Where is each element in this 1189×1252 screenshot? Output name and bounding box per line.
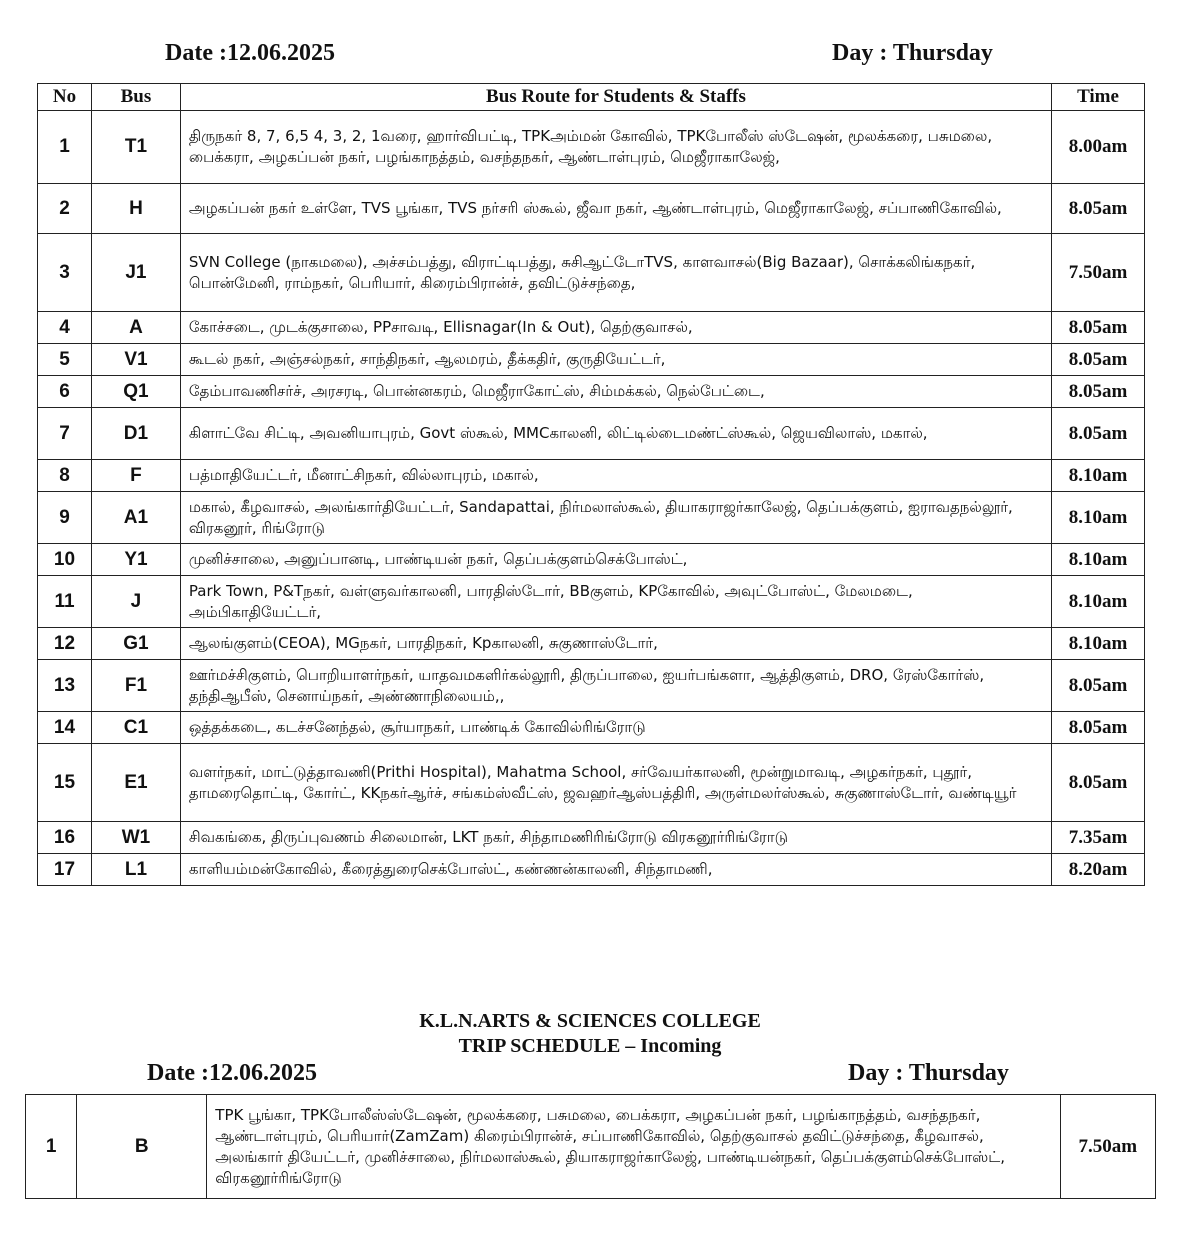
- cell-no: 4: [38, 312, 92, 344]
- cell-time: 7.50am: [1052, 234, 1145, 312]
- col-header-no: No: [38, 84, 92, 111]
- cell-time: 8.10am: [1052, 576, 1145, 628]
- table-row: [38, 712, 1145, 744]
- cell-no: 5: [38, 344, 92, 376]
- cell-route: திருநகர் 8, 7, 6,5 4, 3, 2, 1வரை, ஹார்விபட்டி, TPKஅம்மன் கோவில், TPKபோலீஸ் ஸ்டேஷன், மூலக்கரை, பசுமலை, பைக்கரா, அழகப்பன் நகர், பழங்காநத்தம், வசந்தநகர், ஆண்டாள்புரம், மெஜீராகாலேஜ்,: [180, 111, 1051, 184]
- cell-no: 13: [38, 660, 92, 712]
- table-row: [38, 344, 1145, 376]
- cell-time: 8.05am: [1052, 344, 1145, 376]
- cell-no: 17: [38, 854, 92, 886]
- table-header-row: [38, 84, 1145, 111]
- trip-schedule-title: TRIP SCHEDULE – Incoming: [458, 1035, 722, 1057]
- table-row: [38, 234, 1145, 312]
- table-row: [38, 492, 1145, 544]
- cell-bus: B: [77, 1095, 207, 1199]
- day-label-2: Day : Thursday: [848, 1060, 1009, 1086]
- cell-no: 1: [38, 111, 92, 184]
- cell-route: காளியம்மன்கோவில், கீரைத்துரைசெக்போஸ்ட், கண்ணன்காலனி, சிந்தாமணி,: [180, 854, 1051, 886]
- day-label: Day : Thursday: [832, 40, 993, 66]
- cell-no: 15: [38, 744, 92, 822]
- cell-route: SVN College (நாகமலை), அச்சம்பத்து, விராட்டிபத்து, சுசிஆட்டோTVS, காளவாசல்(Big Bazaar), சொக்கலிங்கநகர், பொன்மேனி, ராம்நகர், பெரியார், கிரைம்பிரான்ச், தவிட்டுச்சந்தை,: [180, 234, 1051, 312]
- cell-route: TPK பூங்கா, TPKபோலீஸ்ஸ்டேஷன், மூலக்கரை, பசுமலை, பைக்கரா, அழகப்பன் நகர், பழங்காநத்தம், வசந்தநகர், ஆண்டாள்புரம், பெரியார்(ZamZam) கிரைம்பிரான்ச், சப்பாணிகோவில், தெற்குவாசல் தவிட்டுச்சந்தை, கீழவாசல், அலங்கார் தியேட்டர், முனிச்சாலை, நிர்மலாஸ்கூல், தியாகராஜர்காலேஜ், பாண்டியன்நகர், தெப்பக்குளம்செக்போஸ்ட், விரகனூர்ரிங்ரோடு: [207, 1095, 1060, 1199]
- cell-time: 7.35am: [1052, 822, 1145, 854]
- cell-time: 8.20am: [1052, 854, 1145, 886]
- cell-bus: J: [91, 576, 180, 628]
- cell-no: 7: [38, 408, 92, 460]
- cell-route: கோச்சடை, முடக்குசாலை, PPசாவடி, Ellisnagar(In & Out), தெற்குவாசல்,: [180, 312, 1051, 344]
- cell-route: ஒத்தக்கடை, கடச்சனேந்தல், சூர்யாநகர், பாண்டிக் கோவில்ரிங்ரோடு: [180, 712, 1051, 744]
- cell-time: 8.05am: [1052, 408, 1145, 460]
- cell-no: 8: [38, 460, 92, 492]
- cell-time: 8.05am: [1052, 184, 1145, 234]
- incoming-route-table: [25, 1094, 1156, 1199]
- cell-bus: A: [91, 312, 180, 344]
- cell-no: 12: [38, 628, 92, 660]
- cell-time: 8.05am: [1052, 312, 1145, 344]
- table-row: [26, 1095, 1156, 1199]
- cell-route: தேம்பாவணிசர்ச், அரசரடி, பொன்னகரம், மெஜீராகோட்ஸ், சிம்மக்கல், நெல்பேட்டை,: [180, 376, 1051, 408]
- cell-no: 14: [38, 712, 92, 744]
- cell-route: ஆலங்குளம்(CEOA), MGநகர், பாரதிநகர், Kpகாலனி, சுகுணாஸ்டோர்,: [180, 628, 1051, 660]
- cell-bus: C1: [91, 712, 180, 744]
- date-label: Date :12.06.2025: [165, 40, 335, 66]
- table-row: [38, 822, 1145, 854]
- cell-time: 8.10am: [1052, 544, 1145, 576]
- cell-bus: Y1: [91, 544, 180, 576]
- cell-time: 8.10am: [1052, 628, 1145, 660]
- table-body-2: [26, 1095, 1156, 1199]
- cell-bus: W1: [91, 822, 180, 854]
- cell-time: 8.10am: [1052, 492, 1145, 544]
- cell-bus: H: [91, 184, 180, 234]
- cell-no: 3: [38, 234, 92, 312]
- table-row: [38, 376, 1145, 408]
- cell-route: முனிச்சாலை, அனுப்பானடி, பாண்டியன் நகர், தெப்பக்குளம்செக்போஸ்ட்,: [180, 544, 1051, 576]
- cell-no: 11: [38, 576, 92, 628]
- cell-time: 8.05am: [1052, 660, 1145, 712]
- cell-bus: A1: [91, 492, 180, 544]
- cell-bus: Q1: [91, 376, 180, 408]
- cell-bus: D1: [91, 408, 180, 460]
- cell-no: 1: [26, 1095, 77, 1199]
- col-header-route: Bus Route for Students & Staffs: [180, 84, 1051, 111]
- cell-time: 8.10am: [1052, 460, 1145, 492]
- table-row: [38, 854, 1145, 886]
- cell-route: பத்மாதியேட்டர், மீனாட்சிநகர், வில்லாபுரம், மகால்,: [180, 460, 1051, 492]
- col-header-time: Time: [1052, 84, 1145, 111]
- col-header-bus: Bus: [91, 84, 180, 111]
- table-body: [38, 111, 1145, 886]
- cell-no: 9: [38, 492, 92, 544]
- bus-route-table: [37, 83, 1145, 886]
- table-row: [38, 628, 1145, 660]
- cell-route: Park Town, P&Tநகர், வள்ளுவர்காலனி, பாரதிஸ்டோர், BBகுளம், KPகோவில், அவுட்போஸ்ட், மேலமடை, அம்பிகாதியேட்டர்,: [180, 576, 1051, 628]
- table-row: [38, 408, 1145, 460]
- table-row: [38, 460, 1145, 492]
- cell-time: 7.50am: [1060, 1095, 1155, 1199]
- table-row: [38, 576, 1145, 628]
- cell-time: 8.05am: [1052, 744, 1145, 822]
- date-label-2: Date :12.06.2025: [147, 1060, 317, 1086]
- table-row: [38, 184, 1145, 234]
- cell-route: கிளாட்வே சிட்டி, அவனியாபுரம், Govt ஸ்கூல், MMCகாலனி, லிட்டில்டைமண்ட்ஸ்கூல், ஜெயவிலாஸ், மகால்,: [180, 408, 1051, 460]
- cell-bus: L1: [91, 854, 180, 886]
- cell-no: 10: [38, 544, 92, 576]
- cell-bus: F1: [91, 660, 180, 712]
- table-row: [38, 744, 1145, 822]
- table-row: [38, 660, 1145, 712]
- cell-time: 8.05am: [1052, 712, 1145, 744]
- cell-bus: F: [91, 460, 180, 492]
- cell-route: சிவகங்கை, திருப்புவணம் சிலைமான், LKT நகர், சிந்தாமணிரிங்ரோடு விரகனூர்ரிங்ரோடு: [180, 822, 1051, 854]
- cell-bus: T1: [91, 111, 180, 184]
- cell-bus: J1: [91, 234, 180, 312]
- cell-bus: E1: [91, 744, 180, 822]
- cell-bus: G1: [91, 628, 180, 660]
- cell-no: 16: [38, 822, 92, 854]
- cell-route: வளர்நகர், மாட்டுத்தாவணி(Prithi Hospital), Mahatma School, சர்வேயர்காலனி, மூன்றுமாவடி, அழகர்நகர், புதூர், தாமரைதொட்டி, கோர்ட், KKநகர்ஆர்ச், சங்கம்ஸ்வீட்ஸ், ஜவஹர்ஆஸ்பத்திரி, அருள்மலர்ஸ்கூல், சுகுணாஸ்டோர், வண்டியூர்: [180, 744, 1051, 822]
- table-row: [38, 312, 1145, 344]
- cell-route: கூடல் நகர், அஞ்சல்நகர், சாந்திநகர், ஆலமரம், தீக்கதிர், குருதியேட்டர்,: [180, 344, 1051, 376]
- cell-no: 6: [38, 376, 92, 408]
- college-name: K.L.N.ARTS & SCIENCES COLLEGE: [419, 1010, 761, 1032]
- cell-time: 8.00am: [1052, 111, 1145, 184]
- cell-time: 8.05am: [1052, 376, 1145, 408]
- table-row: [38, 111, 1145, 184]
- cell-no: 2: [38, 184, 92, 234]
- cell-route: அழகப்பன் நகர் உள்ளே, TVS பூங்கா, TVS நர்சரி ஸ்கூல், ஜீவா நகர், ஆண்டாள்புரம், மெஜீராகாலேஜ், சப்பாணிகோவில்,: [180, 184, 1051, 234]
- cell-bus: V1: [91, 344, 180, 376]
- cell-route: மகால், கீழவாசல், அலங்கார்தியேட்டர், Sandapattai, நிர்மலாஸ்கூல், தியாகராஜர்காலேஜ், தெப்பக்குளம், ஐராவதநல்லூர், விரகனூர், ரிங்ரோடு: [180, 492, 1051, 544]
- table-row: [38, 544, 1145, 576]
- cell-route: ஊர்மச்சிகுளம், பொறியாளர்நகர், யாதவமகளிர்கல்லூரி, திருப்பாலை, ஐயர்பங்களா, ஆத்திகுளம், DRO, ரேஸ்கோர்ஸ், தந்திஆபீஸ், செனாய்நகர், அண்ணாநிலையம்,,: [180, 660, 1051, 712]
